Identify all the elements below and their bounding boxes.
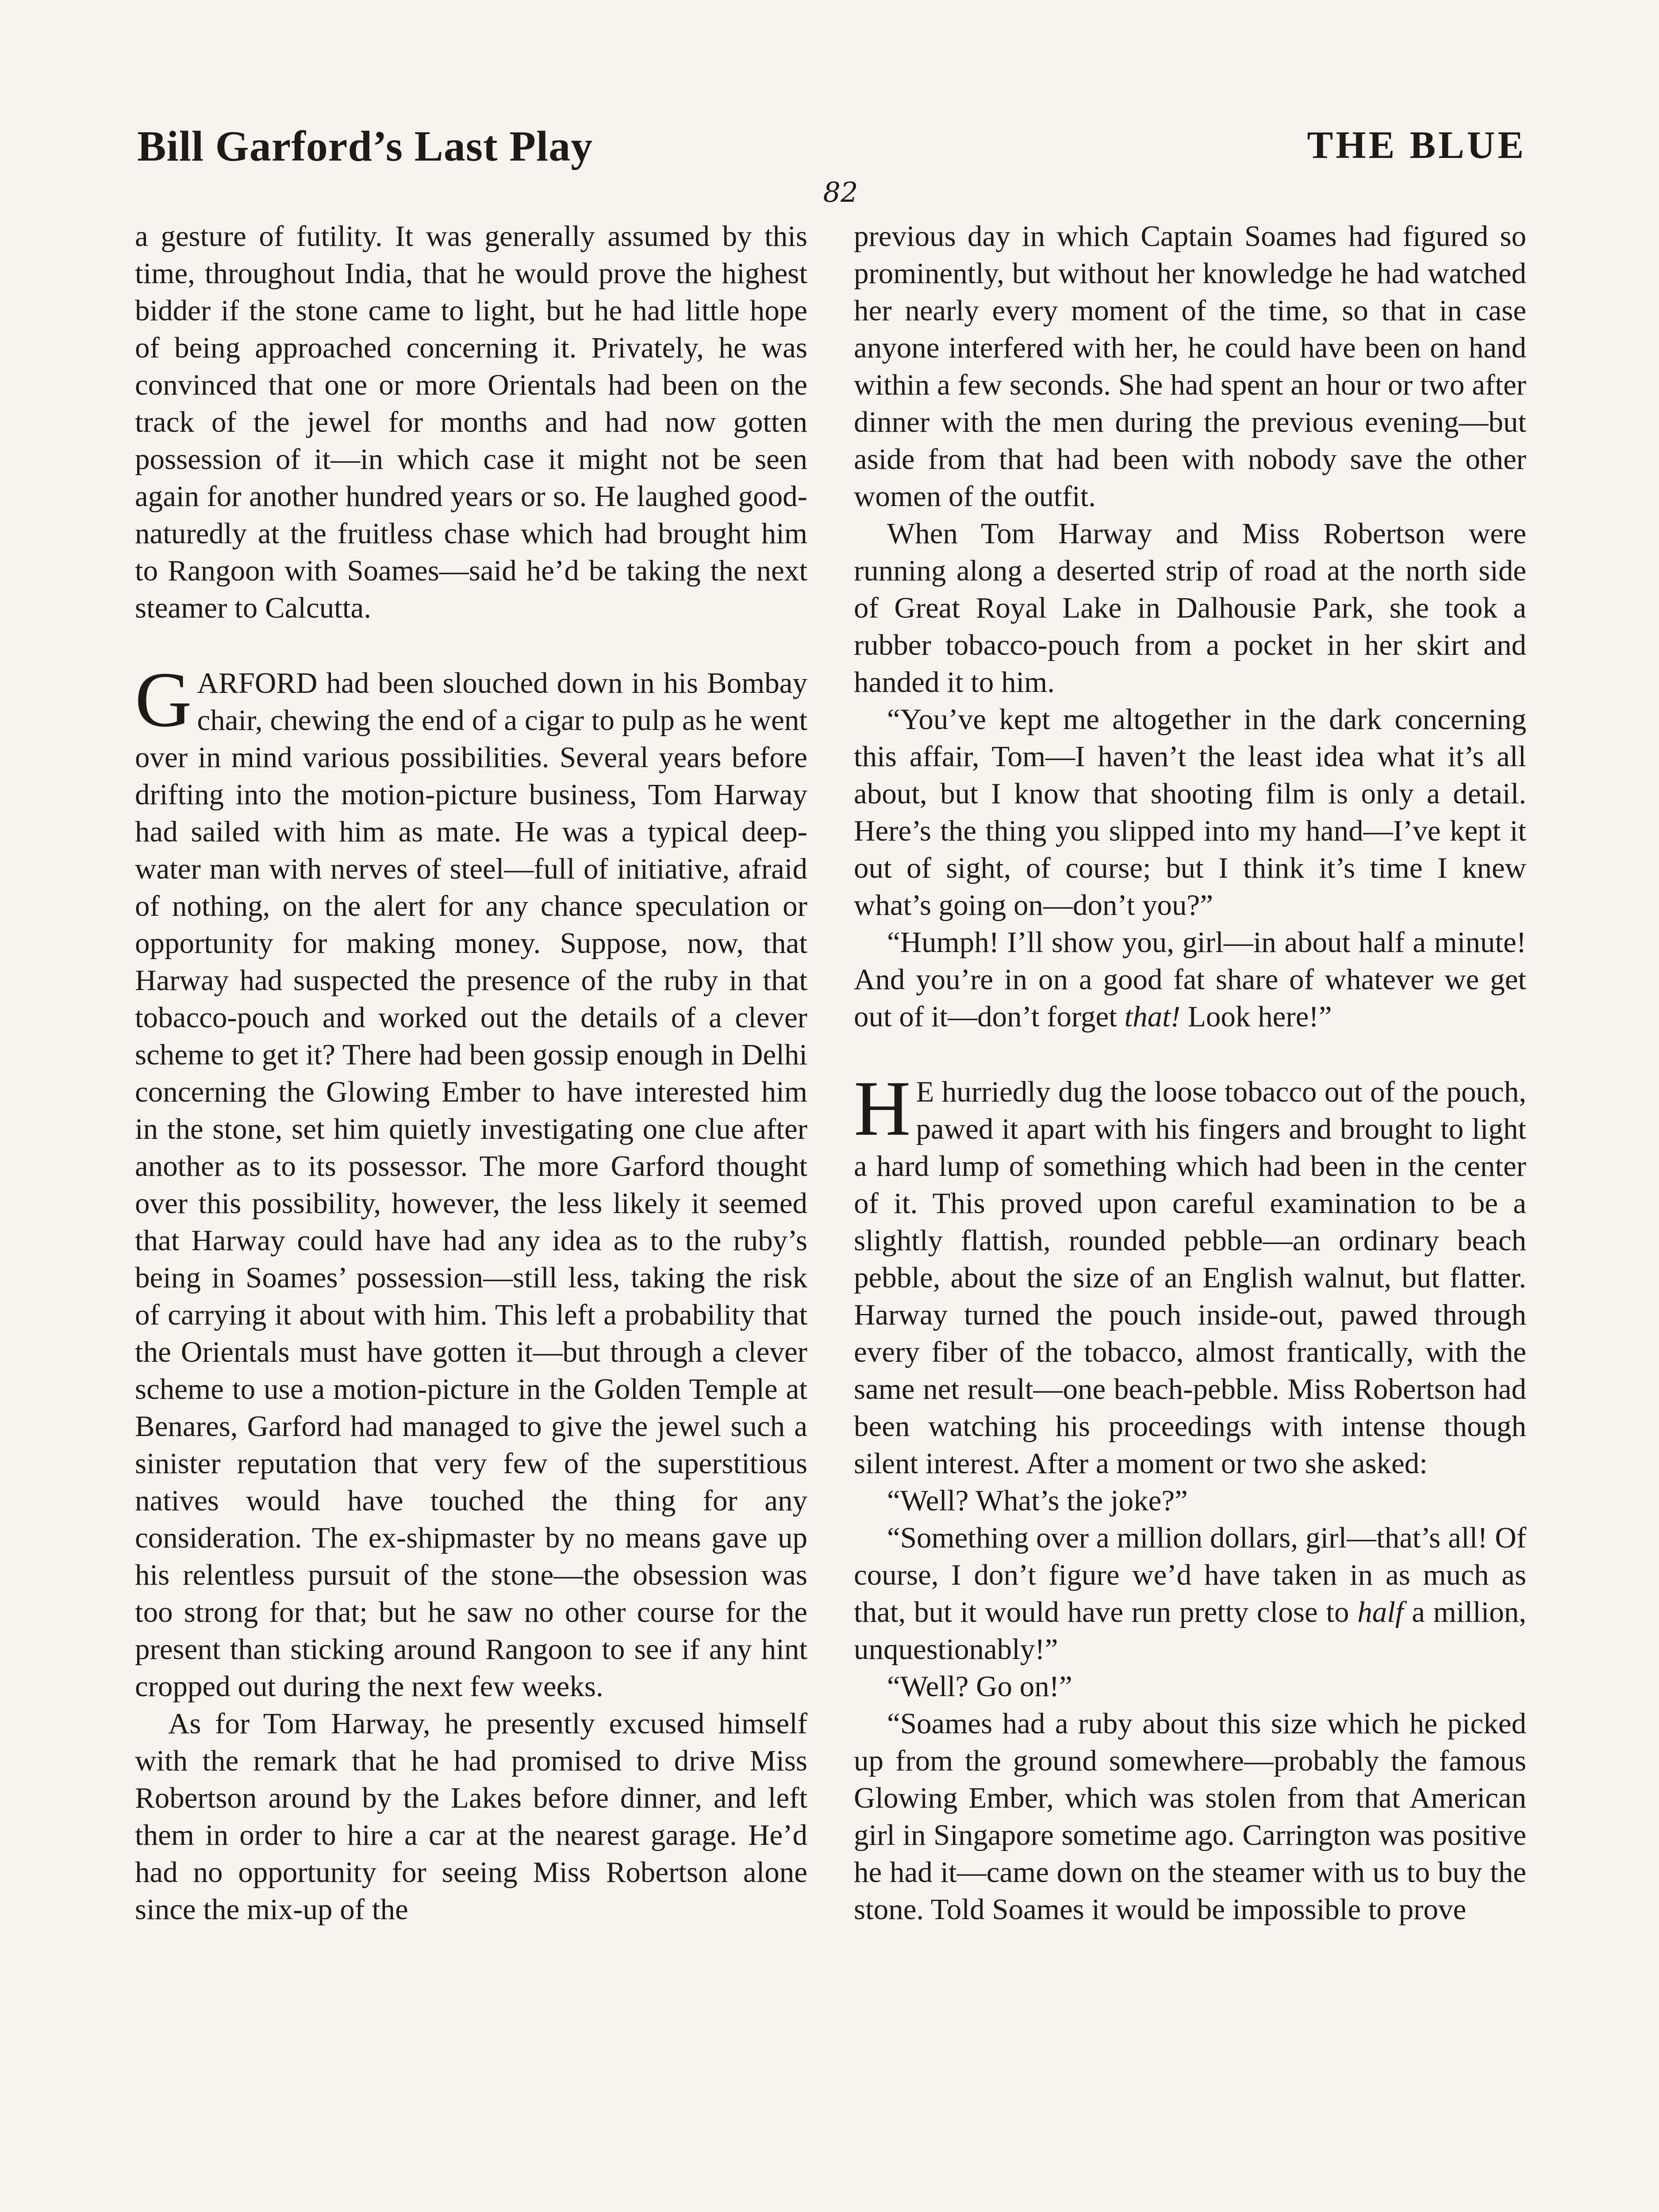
lead-word: E (916, 1075, 934, 1108)
left-column (135, 218, 807, 1928)
paragraph: “Well? Go on!” (887, 1670, 1072, 1703)
paragraph (854, 924, 1526, 1035)
emphasis: that! (1124, 1000, 1181, 1033)
lead-word: ARFORD (197, 667, 318, 699)
paragraph: “Soames had a ruby about this size which he picked up from the ground somewhere—probably the famous Glowing Ember, which was stolen from that American girl in Singapore sometime ago. Carrington was positive he had it—came down on the steamer with us to buy the stone. Told Soames it would be impossible to prove (854, 1707, 1526, 1926)
magazine-name: THE BLUE (1307, 124, 1526, 167)
story-title: Bill Garford’s Last Play (137, 123, 593, 170)
page-number: 82 (823, 176, 858, 208)
paragraph: a gesture of futility. It was generally assumed by this time, throughout India, that he would prove the highest bidder if the stone came to light, but he had little hope of being approached concerning it. Privately, he was convinced that one or more Orientals had been on the track of the jewel for months and had now gotten possession of it—in which case it might not be seen again for another hundred years or so. He laughed good-naturedly at the fruitless chase which had brought him to Rangoon with Soames—said he’d be taking the next steamer to Calcutta. (135, 220, 807, 624)
drop-cap: H (854, 1064, 911, 1152)
paragraph: When Tom Harway and Miss Robertson were running along a deserted strip of road at the north side of Great Royal Lake in Dalhousie Park, she took a rubber tobacco-pouch from a pocket in her skirt and handed it to him. (854, 517, 1526, 699)
paragraph: As for Tom Harway, he presently excused himself with the remark that he had promised to drive Miss Robertson around by the Lakes before dinner, and left them in order to hire a car at the nearest garage. He’d had no opportunity for seeing Miss Robertson alone since the mix-up of the (135, 1707, 807, 1926)
paragraph-text: hurriedly dug the loose tobacco out of the pouch, pawed it apart with his fingers and brought to light a hard lump of something which had been in the center of it. This proved upon careful examination to be a slightly flattish, rounded pebble—an ordinary beach pebble, about the size of an English walnut, but flatter. Harway turned the pouch inside-out, pawed through every fiber of the tobacco, almost frantically, with the same net result—one beach-pebble. Miss Robertson had been watching his proceedings with intense though silent interest. After a moment or two she asked: (854, 1075, 1526, 1480)
paragraph-text: “Humph! I’ll show you, girl—in about half a minute! And you’re in on a good fat share of whatever we get out of it—don’t forget (854, 926, 1526, 1033)
paragraph-text: had been slouched down in his Bombay chair, chewing the end of a cigar to pulp as he went over in mind various possibilities. Several years before drifting into the motion-picture business, Tom Harway had sailed with him as mate. He was a typical deep-water man with nerves of steel—full of initiative, afraid of nothing, on the alert for any chance speculation or opportunity for making money. Suppose, now, that Harway had suspected the presence of the ruby in that tobacco-pouch and worked out the details of a clever scheme to get it? There had been gossip enough in Delhi concerning the Glowing Ember to have interested him in the stone, set him quietly investigating one clue after another as to its possessor. The more Garford thought over this possibility, however, the less likely it seemed that Harway could have had any idea as to the ruby’s being in Soames’ possession—still less, taking the risk of carrying it about with him. This left a probability that the Orientals must have gotten it—but through a clever scheme to use a motion-picture in the Golden Temple at Benares, Garford had managed to give the jewel such a sinister reputation that very few of the superstitious natives would have touched the thing for any consideration. The ex-shipmaster by no means gave up his relentless pursuit of the stone—the obsession was too strong for that; but he saw no other course for the present than sticking around Rangoon to see if any hint cropped out during the next few weeks. (135, 667, 807, 1703)
paragraph (854, 1064, 1526, 1482)
right-column (854, 218, 1526, 1928)
paragraph (854, 1519, 1526, 1668)
paragraph-text: a million, unquestionably!” (854, 1596, 1527, 1666)
drop-cap: G (135, 656, 192, 743)
paragraph-text: “Something over a million dollars, girl—that’s all! Of course, I don’t figure we’d have taken in as much as that, but it would have run pretty close to (854, 1521, 1526, 1628)
paragraph-text: Look here!” (1180, 1000, 1332, 1033)
emphasis: half (1357, 1596, 1404, 1628)
paragraph: previous day in which Captain Soames had figured so prominently, but without her knowledge he had watched her nearly every moment of the time, so that in case anyone interfered with her, he could have been on hand within a few seconds. She had spent an hour or two after dinner with the men during the previous evening—but aside from that had been with nobody save the other women of the outfit. (854, 220, 1526, 513)
paragraph: “Well? What’s the joke?” (887, 1484, 1188, 1517)
paragraph (135, 656, 807, 1705)
paragraph: “You’ve kept me altogether in the dark concerning this affair, Tom—I haven’t the least idea what it’s all about, but I know that shooting film is only a detail. Here’s the thing you slipped into my hand—I’ve kept it out of sight, of course; but I think it’s time I knew what’s going on—don’t you?” (854, 703, 1526, 922)
